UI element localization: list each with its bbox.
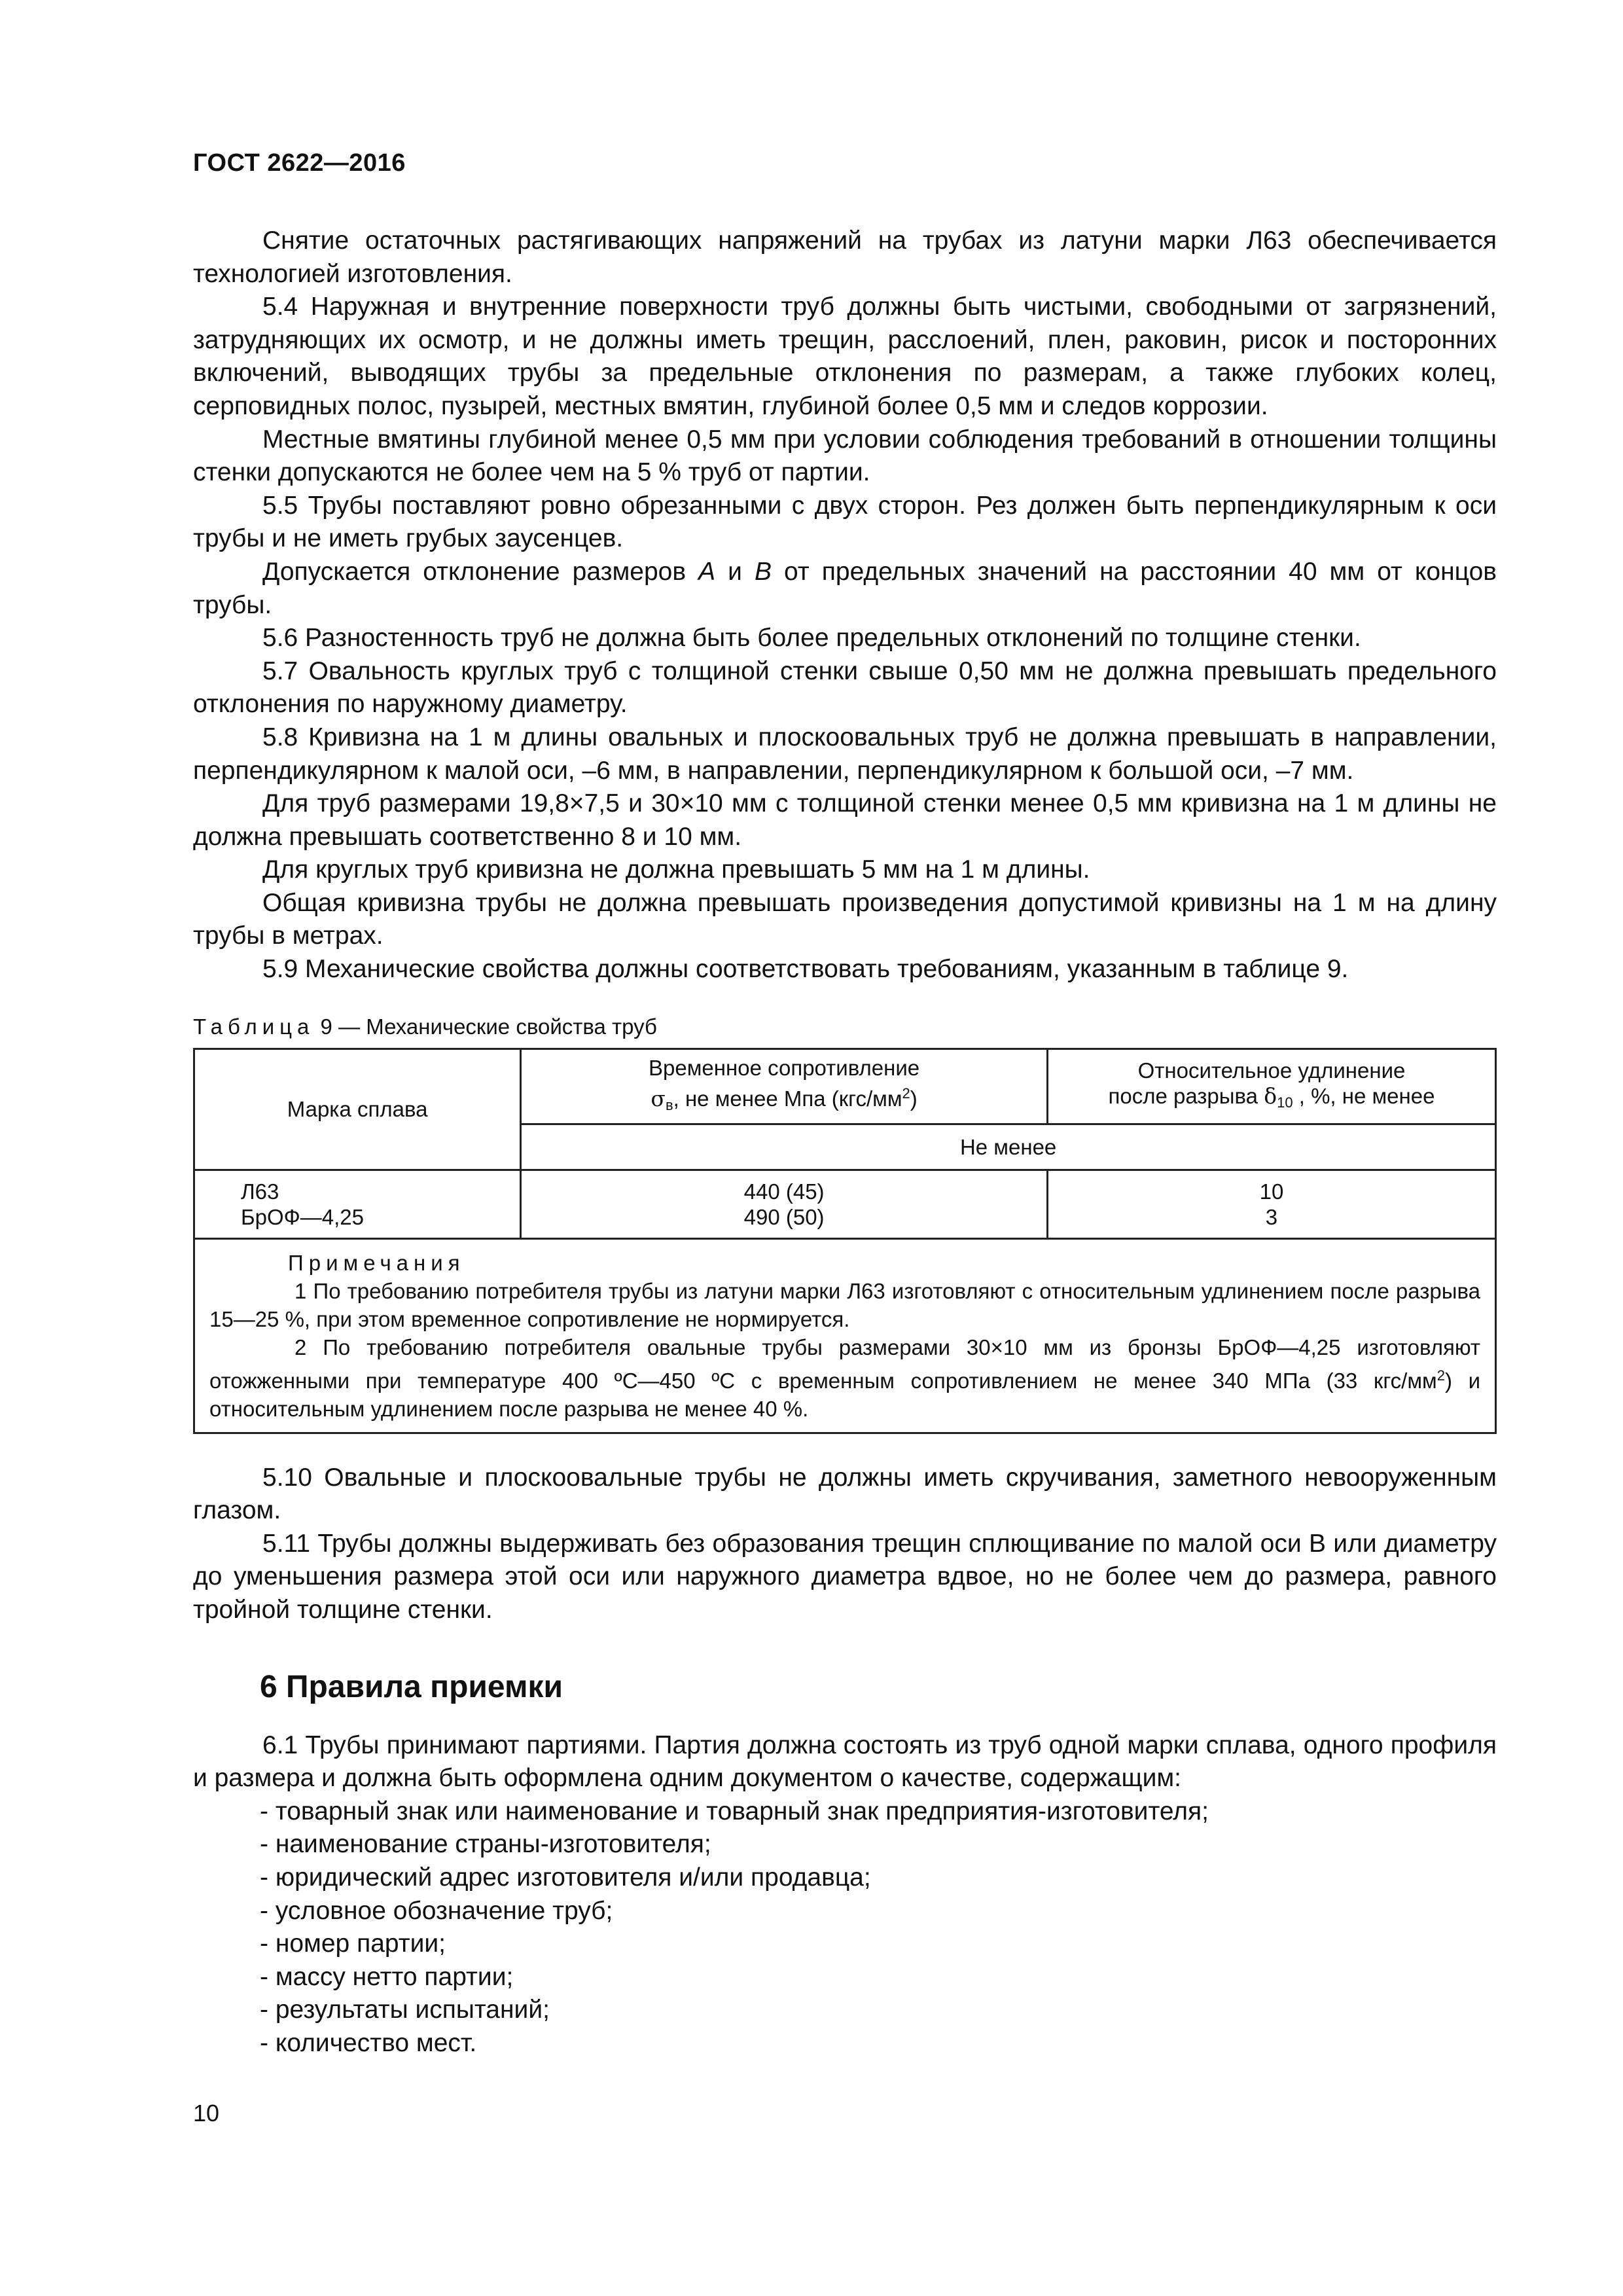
unit-superscript: 2 (902, 1085, 910, 1102)
list-item: - юридический адрес изготовителя и/или продавца; (260, 1863, 871, 1892)
paragraph: Для круглых труб кривизна не должна превышать 5 мм на 1 м длины. (262, 855, 1090, 884)
header-elongation-line2: после разрыва (1108, 1083, 1264, 1108)
dimension-b: В (754, 557, 772, 586)
note-2-superscript: 2 (1436, 1367, 1445, 1384)
notes-title: Примечания (288, 1250, 465, 1275)
table-caption (193, 1014, 1497, 1040)
paragraph-5-6: 5.6 Разностенность труб не должна быть более предельных отклонений по толщине стенки. (262, 624, 1361, 653)
subheader-min: Не менее (521, 1124, 1496, 1170)
alloy-cell (194, 1170, 521, 1238)
list-item: - массу нетто партии; (260, 1962, 514, 1991)
note-1: 1 По требованию потребителя трубы из латуни марки Л63 изготовляют с относительным удлинением после разрыва 15—25 %, при этом временное сопротивление не нормируется. (209, 1278, 1480, 1331)
paragraph-6-1: 6.1 Трубы принимают партиями. Партия должна состоять из труб одной марки сплава, одного профиля и размера и должна быть оформлена одним документом о качестве, содержащим: (193, 1731, 1497, 1793)
text-fragment: от предельных значений на расстоянии 40 мм от концов трубы. (193, 557, 1497, 619)
list-item: - товарный знак или наименование и товарный знак предприятия-изготовителя; (260, 1797, 1209, 1825)
header-alloy: Марка сплава (194, 1049, 521, 1170)
paragraph: Местные вмятины глубиной менее 0,5 мм при условии соблюдения требований в отношении толщины стенки допускаются не более чем на 5 % труб от партии. (193, 425, 1497, 487)
paragraph-5-5: 5.5 Трубы поставляют ровно обрезанными с двух сторон. Рез должен быть перпендикулярным к оси трубы и не иметь грубых заусенцев. (193, 491, 1497, 553)
text-fragment: Допускается отклонение размеров (262, 557, 699, 586)
table-notes (194, 1238, 1496, 1433)
page-content (193, 224, 1497, 2060)
elongation-cell (1047, 1170, 1495, 1238)
sigma-subscript: в (665, 1096, 673, 1113)
table-caption-word: Таблица (193, 1014, 315, 1039)
table-notes-row (194, 1238, 1496, 1433)
paragraph: Снятие остаточных растягивающих напряжений на трубах из латуни марки Л63 обеспечивается технологией изготовления. (193, 226, 1497, 288)
strength-brof: 490 (50) (743, 1204, 825, 1229)
list-item: - количество мест. (260, 2028, 477, 2057)
list-item: - номер партии; (260, 1929, 446, 1958)
list-item: - наименование страны-изготовителя; (260, 1830, 711, 1859)
dimension-a: А (698, 557, 716, 586)
paragraph: Для труб размерами 19,8×7,5 и 30×10 мм с толщиной стенки менее 0,5 мм кривизна на 1 м длины не должна превышать соответственно 8 и 10 мм. (193, 789, 1497, 851)
header-strength-end: ) (910, 1086, 918, 1111)
mechanical-properties-table (193, 1048, 1497, 1434)
alloy-l63: Л63 (241, 1179, 279, 1204)
delta-subscript: 10 (1277, 1094, 1293, 1111)
paragraph-5-4: 5.4 Наружная и внутренние поверхности труб должны быть чистыми, свободными от загрязнений, затрудняющих их осмотр, и не должны иметь трещин, расслоений, плен, раковин, рисок и посторонних включений, выводящих трубы за предельные отклонения по размерам, а также глубоких колец, серповидных полос, пузырей, местных вмятин, глубиной более 0,5 мм и следов коррозии. (193, 293, 1497, 420)
page-number: 10 (193, 2100, 220, 2126)
table-caption-title: 9 — Механические свойства труб (314, 1014, 657, 1039)
table-header-row (194, 1049, 1496, 1124)
header-strength-line2: , не менее Мпа (кгс/мм (673, 1086, 902, 1111)
paragraph-5-7: 5.7 Овальность круглых труб с толщиной стенки свыше 0,50 мм не должна превышать предельного отклонения по наружному диаметру. (193, 656, 1497, 719)
note-2 (209, 1333, 1480, 1423)
list-item: - результаты испытаний; (260, 1996, 550, 2024)
alloy-brof: БрОФ—4,25 (241, 1204, 364, 1229)
text-fragment: и (715, 557, 755, 586)
elongation-brof: 3 (1265, 1204, 1278, 1229)
delta-symbol: δ (1264, 1083, 1277, 1109)
after-table-block (193, 1462, 1497, 1627)
header-elongation-line1: Относительное удлинение (1137, 1058, 1406, 1083)
header-elongation-end: , %, не менее (1293, 1083, 1435, 1108)
document-code-header: ГОСТ 2622—2016 (193, 149, 406, 177)
elongation-l63: 10 (1259, 1179, 1284, 1204)
table-body-row (194, 1170, 1496, 1238)
section-6-heading: 6 Правила приемки (260, 1669, 563, 1704)
paragraph-5-9: 5.9 Механические свойства должны соответствовать требованиям, указанным в таблице 9. (262, 955, 1349, 984)
paragraph-5-8: 5.8 Кривизна на 1 м длины овальных и плоскоовальных труб не должна превышать в направлении, перпендикулярном к малой оси, –6 мм, в направлении, перпендикулярном к большой оси, –7 мм. (193, 723, 1497, 785)
header-strength (521, 1049, 1048, 1124)
strength-l63: 440 (45) (743, 1179, 825, 1204)
note-2-text: 2 По требованию потребителя овальные трубы размерами 30×10 мм из бронзы БрОФ—4,25 изготовляют отожженными при температуре 400 ºС—450 ºС с временным сопротивлением не менее 340 МПа (33 кгс/мм (209, 1335, 1480, 1393)
note-2-text-end: ) и относительным удлинением после разрыва не менее 40 %. (209, 1368, 1480, 1421)
paragraph-5-11: 5.11 Трубы должны выдерживать без образования трещин сплющивание по малой оси В или диаметру до уменьшения размера этой оси или наружного диаметра вдвое, но не более чем до размера, равного тройной толщине стенки. (193, 1529, 1497, 1624)
paragraph-deviation (193, 556, 1497, 622)
paragraph-5-10: 5.10 Овальные и плоскоовальные трубы не должны иметь скручивания, заметного невооруженным глазом. (193, 1463, 1497, 1525)
sigma-symbol: σ (651, 1085, 666, 1111)
list-item: - условное обозначение труб; (260, 1896, 613, 1925)
paragraph: Общая кривизна трубы не должна превышать произведения допустимой кривизны на 1 м на длину трубы в метрах. (193, 888, 1497, 950)
header-strength-line1: Временное сопротивление (649, 1055, 920, 1080)
strength-cell (521, 1170, 1048, 1238)
header-elongation (1047, 1049, 1495, 1124)
